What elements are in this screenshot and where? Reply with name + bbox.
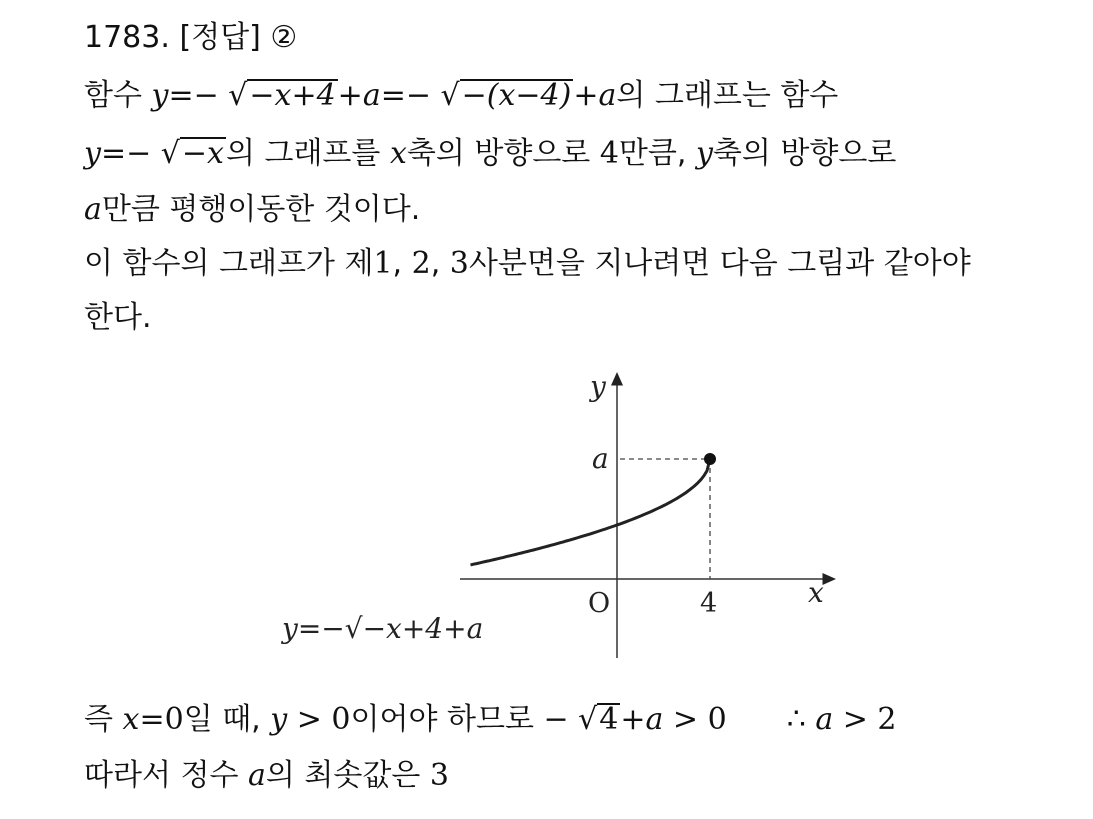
equals-minus-sqrt: =− √: [100, 136, 180, 171]
var-x: x: [389, 136, 407, 171]
number: 3: [449, 246, 469, 281]
function-graph: [270, 350, 850, 670]
text: 함수: [84, 78, 152, 113]
answer-mark: ②: [270, 20, 298, 55]
number: 4: [599, 136, 619, 171]
text-line-3: [84, 190, 420, 230]
var-a: a: [362, 78, 381, 113]
curve: [471, 459, 711, 565]
var-y: y: [84, 136, 101, 171]
var-y: y: [270, 702, 288, 737]
y-axis-label: y: [590, 370, 606, 403]
text-line-2: [84, 134, 896, 174]
plus: +: [337, 78, 363, 113]
text-line-4: [84, 244, 971, 284]
text: ,: [430, 246, 450, 281]
var-a: a: [598, 78, 617, 113]
var-a: a: [247, 758, 266, 793]
text: 의 그래프는 함수: [616, 78, 839, 113]
inequality: > 2: [833, 702, 897, 737]
text: 일 때,: [183, 702, 271, 737]
plus: +: [620, 702, 646, 737]
x-axis-label: x: [808, 576, 824, 609]
equals-minus-sqrt: =− √: [168, 78, 248, 113]
number: 2: [411, 246, 431, 281]
radicand: −x+4: [249, 78, 336, 113]
text: 만큼 평행이동한 것이다.: [101, 192, 421, 227]
var-a: a: [815, 702, 834, 737]
text: 따라서 정수: [84, 758, 248, 793]
problem-header: [84, 18, 297, 58]
equals-zero: =0: [139, 702, 184, 737]
answer-tag: [정답]: [179, 20, 261, 55]
text: 이 함수의 그래프가 제: [84, 246, 374, 281]
text: 이어야 하므로: [350, 702, 544, 737]
plus: +: [573, 78, 599, 113]
text: 즉: [84, 702, 123, 737]
therefore-symbol: ∴: [786, 702, 816, 737]
text: 축의 방향으로: [712, 136, 897, 171]
text: 만큼,: [618, 136, 696, 171]
radicand: −x: [181, 136, 224, 171]
var-y: y: [695, 136, 713, 171]
var-x: x: [122, 702, 140, 737]
text: 한다.: [84, 300, 152, 335]
inequality: > 0: [287, 702, 351, 737]
text: 의 그래프를: [225, 136, 390, 171]
radicand: 4: [599, 702, 619, 737]
problem-number: 1783.: [84, 20, 170, 55]
number: 1: [373, 246, 393, 281]
var-y: y: [151, 78, 169, 113]
var-a: a: [645, 702, 664, 737]
text-line-5: [84, 298, 152, 338]
inequality: > 0: [663, 702, 727, 737]
minus-sqrt: − √: [543, 702, 598, 737]
endpoint-dot: [704, 453, 716, 465]
equals-minus-sqrt: =− √: [380, 78, 460, 113]
text: 사분면을 지나려면 다음 그림과 같아야: [468, 246, 971, 281]
text: 축의 방향으로: [406, 136, 600, 171]
four-label: 4: [700, 588, 718, 619]
text: ,: [392, 246, 412, 281]
curve-label: y=−√−x+4+a: [282, 612, 484, 645]
origin-label: O: [588, 588, 611, 619]
var-a: a: [84, 192, 102, 227]
radicand: −(x−4): [461, 78, 572, 113]
text-line-6: [84, 700, 897, 740]
text-line-1: [84, 76, 838, 116]
text-line-7: [84, 756, 449, 796]
answer-number: 3: [429, 758, 449, 793]
text: 의 최솟값은: [265, 758, 430, 793]
a-label: a: [592, 442, 609, 475]
